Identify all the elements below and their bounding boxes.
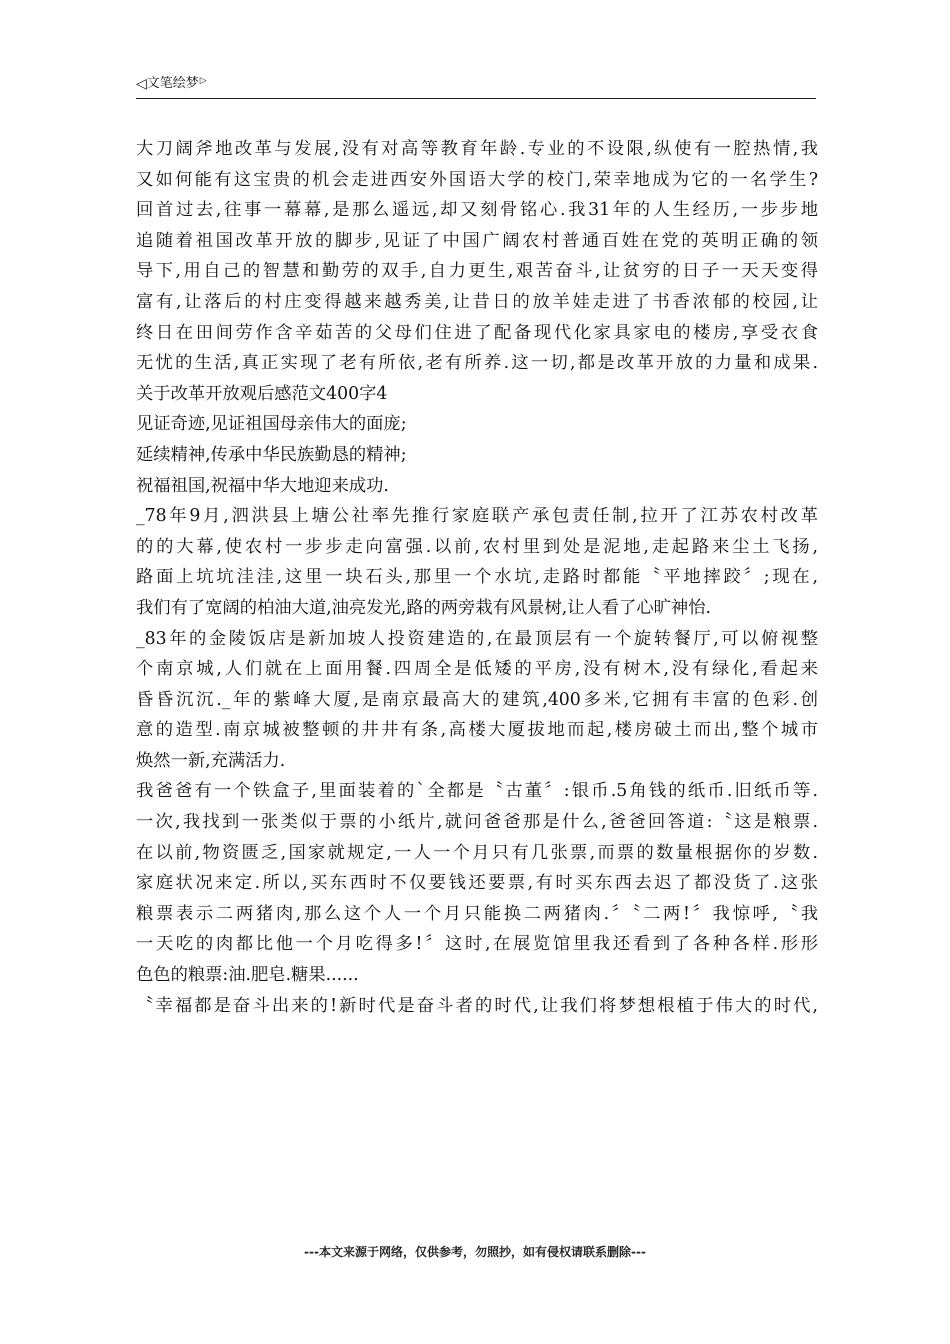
text-line: 富有,让落后的村庄变得越来越秀美,让昔日的放羊娃走进了书香浓郁的校园,让 <box>136 291 818 312</box>
text-line: _83年的金陵饭店是新加坡人投资建造的,在最顶层有一个旋转餐厅,可以俯视整 <box>136 628 818 649</box>
triangle-left-icon: ◁ <box>136 76 147 92</box>
text-line: 在以前,物资匮乏,国家就规定,一人一个月只有几张票,而票的数量根据你的岁数. <box>136 842 818 863</box>
triangle-right-icon: ▷ <box>199 76 207 86</box>
text-line: 延续精神,传承中华民族勤恳的精神; <box>136 444 407 465</box>
text-line: 我爸爸有一个铁盒子,里面装着的`全都是〝古董〞:银币.5角钱的纸币.旧纸币等. <box>136 781 818 802</box>
section-heading: 关于改革开放观后感范文400字4 <box>136 383 388 404</box>
text-line: 大刀阔斧地改革与发展,没有对高等教育年龄.专业的不设限,纵使有一腔热情,我 <box>136 139 818 159</box>
header-brand <box>136 74 207 94</box>
text-line: 一天吃的肉都比他一个月吃得多!〞这时,在展览馆里我还看到了各种各样.形形 <box>136 934 818 955</box>
text-line: 焕然一新,充满活力. <box>136 750 286 771</box>
text-line: 家庭状况来定.所以,买东西时不仅要钱还要票,有时买东西去迟了都没货了.这张 <box>136 873 818 894</box>
page-footer-notice: ---本文来源于网络，仅供参考，勿照抄，如有侵权请联系删除--- <box>304 1245 646 1259</box>
text-line: 色色的粮票:油.肥皂.糖果...... <box>136 965 359 986</box>
text-line: 昏昏沉沉._年的紫峰大厦,是南京最高大的建筑,400多米,它拥有丰富的色彩.创 <box>136 689 818 710</box>
text-line: 导下,用自己的智慧和勤劳的双手,自力更生,艰苦奋斗,让贫穷的日子一天天变得 <box>136 261 818 282</box>
text-line: 追随着祖国改革开放的脚步,见证了中国广阔农村普通百姓在党的英明正确的领 <box>136 230 818 251</box>
text-line: 个南京城,人们就在上面用餐.四周全是低矮的平房,没有树木,没有绿化,看起来 <box>136 659 818 680</box>
text-line: 粮票表示二两猪肉,那么这个人一个月只能换二两猪肉.〞〝二两!〞我惊呼,〝我 <box>136 903 818 924</box>
text-line: 终日在田间劳作含辛茹苦的父母们住进了配备现代化家具家电的楼房,享受衣食 <box>136 322 818 343</box>
text-line: 回首过去,往事一幕幕,是那么遥远,却又刻骨铭心.我31年的人生经历,一步步地 <box>136 200 818 221</box>
brand-text: 文笔绘梦 <box>146 76 199 91</box>
text-line: _78年9月,泗洪县上塘公社率先推行家庭联产承包责任制,拉开了江苏农村改革 <box>136 506 818 527</box>
text-line: 一次,我找到一张类似于票的小纸片,就问爸爸那是什么,爸爸回答道:〝这是粮票. <box>136 812 818 833</box>
text-line: 又如何能有这宝贵的机会走进西安外国语大学的校门,荣幸地成为它的一名学生? <box>136 169 818 190</box>
text-line: 〝幸福都是奋斗出来的!新时代是奋斗者的时代,让我们将梦想根植于伟大的时代, <box>136 995 818 1016</box>
text-line: 意的造型.南京城被整顿的井井有条,高楼大厦拔地而起,楼房破土而出,整个城市 <box>136 720 818 741</box>
page-header <box>136 74 816 99</box>
document-body <box>136 134 818 1021</box>
text-line: 的的大幕,使农村一步步走向富强.以前,农村里到处是泥地,走起路来尘土飞扬, <box>136 536 818 557</box>
text-line: 路面上坑坑洼洼,这里一块石头,那里一个水坑,走路时都能〝平地摔跤〞;现在, <box>136 567 818 588</box>
text-line: 祝福祖国,祝福中华大地迎来成功. <box>136 475 389 496</box>
text-line: 无忧的生活,真正实现了老有所依,老有所养.这一切,都是改革开放的力量和成果. <box>136 353 818 374</box>
text-line: 我们有了宽阔的柏油大道,油亮发光,路的两旁栽有风景树,让人看了心旷神怡. <box>136 597 711 618</box>
text-line: 见证奇迹,见证祖国母亲伟大的面庞; <box>136 414 407 435</box>
